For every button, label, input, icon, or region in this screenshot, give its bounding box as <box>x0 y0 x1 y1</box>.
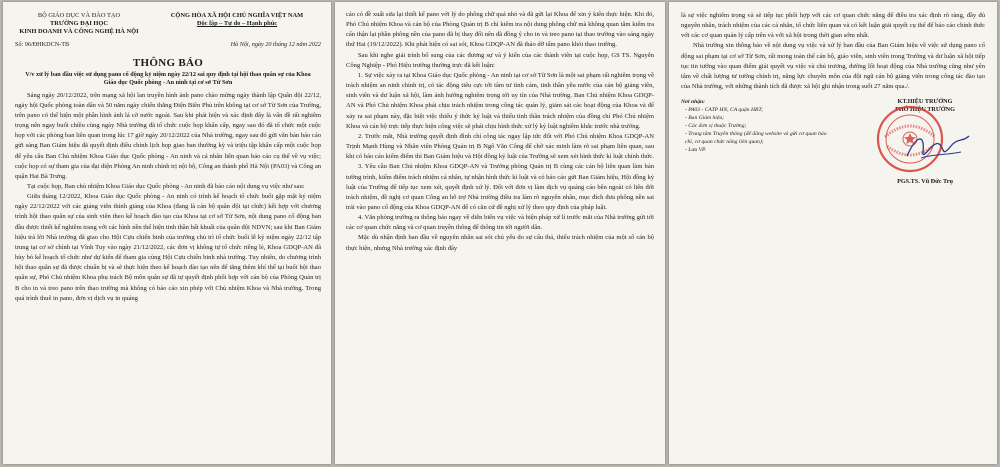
issue-date: Hà Nội, ngày 20 tháng 12 năm 2022 <box>230 41 321 48</box>
document-header <box>15 12 321 36</box>
paragraph: Mặc dù nhận định ban đầu về nguyên nhân sai sót chủ yếu do sự cẩu thả, thiếu trách nhiệm của một số cán bộ thực hiện, nhưng Nhà trường xác định đây <box>346 234 654 252</box>
handwritten-signature <box>903 128 973 168</box>
conclusion-item-1: 1. Sự việc xảy ra tại Khoa Giáo dục Quốc phòng - An ninh tại cơ sở Từ Sơn là một sai phạm rất nghiêm trọng về trách nhiệm an ninh chính trị, có tác động tiêu cực tới tâm tư tình cảm, tinh thần yêu nước của cán bộ giảng viên, sinh viên và dư luận xã hội, làm ảnh hưởng nghiêm trọng tới uy tín của Nhà trường. Ban Chủ nhiệm Khoa GDQP-AN và Phó Chủ nhiệm Khoa phải chịu trách nhiệm trong công tác quản lý, giám sát các hoạt động của Khoa và để xảy ra sai phạm này, đặc biệt việc thiếu ý thức kỷ luật và thiếu tinh thần trách nhiệm của đồng chí Phó Chủ nhiệm Khoa và cán bộ trực tiếp thực hiện công việc sẽ phải chịu hình thức xử lý kỷ luật nghiêm khắc trước nhà trường. <box>346 71 654 130</box>
paragraph: Giữa tháng 12/2022, Khoa Giáo dục Quốc phòng - An ninh có trình kế hoạch tổ chức buổi gặp mặt kỷ niệm ngày 22/12/2022 với các giảng viên thỉnh giảng của Khoa (đang là cán bộ quân đội tại chức) kết hợp với chương trình hội thao quân sự của sinh viên theo kế hoạch đào tạo của Khoa tại cơ sở Từ Sơn, nội dung pano cổ động ban đầu được thiết kế nghiêm trang với các hình nền thể hiện tinh thần bất khuất của quân đội NDVN; sau khi Ban Giám hiệu trả lời Nhà trường đã giao cho Hội Cựu chiến binh của trường chủ trì tổ chức buổi lễ kỷ niệm ngày 22/12 tập trung tại cơ sở chính tại Vĩnh Tuy vào ngày 21/12/2022, các đơn vị không tự tổ chức riêng lẻ, Khoa GDQP-AN đã hủy bỏ kế hoạch tổ chức như dự kiến để tham gia cùng Hội Cựu chiến binh nhà trường. Tuy nhiên, do chương trình hội thao quân sự đã được chuẩn bị và sẽ thực hiện theo kế hoạch đào tạo nên để tăng thêm khí thế tại buổi hội thao quân sự, Phó Chủ nhiệm Khoa phụ trách Bộ môn quân sự đã tự quyết định phối hợp với cán bộ của Phòng Quản trị B cho in và treo pano trên thao trường mà không có báo cáo xin phép với Chủ nhiệm Khoa và Nhà trường. Trong quá trình thuê in pano, đơn vị dịch vụ in quảng <box>15 193 321 302</box>
paragraph: Tại cuộc họp, Ban chủ nhiệm Khoa Giáo dục Quốc phòng - An ninh đã báo cáo nội dung vụ việc như sau: <box>27 183 305 190</box>
national-header <box>153 12 321 36</box>
conclusion-item-4: 4. Văn phòng trường ra thông báo ngay về diễn biến vụ việc và biện pháp xử lí trước mắt của Nhà trường gửi tới các cơ quan chức năng và cơ quan truyền thông để thông tin tới người dân. <box>346 214 654 232</box>
reference-number: Số: 96/ĐHKDCN-TB <box>15 41 70 48</box>
document-page-1 <box>3 2 331 464</box>
republic-name: CỘNG HÒA XÃ HỘI CHỦ NGHĨA VIỆT NAM <box>170 12 304 19</box>
paragraph: Sáng ngày 20/12/2022, trên mạng xã hội lan truyền hình ảnh pano chào mừng ngày thành lập Quân đội 22/12, ngày hội Quốc phòng toàn dân và 50 năm ngày chiến thắng Điện Biên Phủ trên không tại cơ sở Từ Sơn của Trường, trên pano có thể hiện một phần hình ảnh lá cờ nước ngoài. Sau khi phát hiện và xác định đây là vấn đề rất nghiêm trọng nên ngay buổi chiều cùng ngày Nhà trường đã tổ chức cuộc họp khẩn cấp, ngay sau đó đã tổ chức một cuộc họp với các phòng ban liên quan trong lúc 17 giờ ngày 20/12/2022 của Nhà trường, ngay sau đó gửi văn bản báo cáo gửi sáng Ban Giám hiệu đã quyết định điều chỉnh lịch họp giao ban thường kỳ và triệu tập khẩn cấp một cuộc họp để yêu cầu Ban Chủ nhiệm Khoa Giáo dục Quốc phòng - An ninh và cá nhân liên quan báo cáo cụ thể về vụ việc; cuộc họp có sự tham gia của đại diện Phòng An ninh chính trị nội bộ, Công an thành phố Hà Nội (PA03) và Công an quận Hai Bà Trưng. <box>15 91 321 180</box>
paragraph: cáo có đề xuất sửa lại thiết kế pano với lý do phông chữ quá nhỏ và đã gửi lại Khoa để xin ý kiến thực hiện. Khi đó, Phó Chủ nhiệm Khoa và cán bộ của Phòng Quản trị B chỉ kiểm tra nội dung phông chữ mà không quan tâm kiểm tra cẩn thận lại phần phông nền của pano đã bị thay đổi nên đã đồng ý cho in và treo pano tại thao trường vào sáng ngày thứ Hai (19/12/2022). Khi phát hiện có sai sót, Khoa GDQP-AN đã tháo dỡ tấm pano khỏi thao trường. <box>346 11 654 49</box>
paragraph: Nhà trường xin thông báo về nội dung vụ việc và xử lý ban đầu của Ban Giám hiệu về việc sử dụng pano cổ động sai phạm tại cơ sở Từ Sơn, rất mong toàn thể cán bộ, giáo viên, sinh viên trong Trường và dư luận xã hội tiếp tục tin tưởng vào quan điểm giải quyết vụ việc và chủ trương, đường lối hoạt động của Nhà trường cũng như yên tâm về chất lượng tư tưởng chính trị, năng lực chuyên môn của đội ngũ cán bộ giảng viên trong công tác đào tạo của Nhà trường, với những thành tích đã được xã hội ghi nhận trong suốt 27 năm qua./. <box>681 42 985 91</box>
reference-line <box>15 41 321 48</box>
school-name-line1: TRƯỜNG ĐẠI HỌC <box>50 20 108 27</box>
document-page-2 <box>335 2 665 464</box>
recipient-item: - Lưu VP. <box>685 147 707 154</box>
recipients-list <box>681 98 831 208</box>
conclusion-item-2: 2. Trước mắt, Nhà trường quyết định đình chỉ công tác ngay lập tức đối với Phó Chủ nhiệm Khoa GDQP-AN Trịnh Mạnh Hùng và Nhân viên Phòng Quản trị B Ngô Văn Công để chờ xác minh làm rõ sai phạm liên quan, sau khi có báo cáo kiểm điểm thì Ban Giám hiệu và Hội đồng kỷ luật của Trường sẽ xem xét hình thức kỉ luật chính thức. <box>346 132 654 161</box>
national-motto: Độc lập – Tự do – Hạnh phúc <box>196 20 278 27</box>
document-page-3 <box>669 2 997 464</box>
signer-name: PGS.TS. Vũ Đức Trụ <box>897 178 953 186</box>
signer-role-1: KT.HIỆU TRƯỞNG <box>897 98 953 106</box>
paragraph: là sự việc nghiêm trọng và sẽ tiếp tục phối hợp với các cơ quan chức năng để điều tra xác định rõ ràng, đầy đủ nguyên nhân, trách nhiệm của các cá nhân, tổ chức liên quan và có kết luận giải quyết cụ thể để báo cáo chính thức với các cơ quan quản lý cấp trên và với xã hội trong thời gian sớm nhất. <box>681 12 985 40</box>
recipient-item: - Trung tâm Truyền thông (để đăng website và gửi cơ quan báo chí, cơ quan chức năng liên quan); <box>685 131 827 146</box>
recipient-item: - PA03 - CATP HN, CA quận HBT; <box>685 107 764 114</box>
document-title: THÔNG BÁO <box>132 57 204 69</box>
ministry-name: BỘ GIÁO DỤC VÀ ĐÀO TẠO <box>37 12 121 19</box>
signer-block <box>865 98 985 208</box>
recipient-item: - Ban Giám hiệu; <box>685 115 724 122</box>
issuer-block <box>15 12 143 36</box>
recipients-heading: Nơi nhận: <box>681 99 705 106</box>
school-name-line2: KINH DOANH VÀ CÔNG NGHỆ HÀ NỘI <box>19 28 139 35</box>
recipient-item: - Các đơn vị thuộc Trường; <box>685 123 747 130</box>
signer-role-2: PHÓ HIỆU TRƯỞNG <box>895 106 955 114</box>
signature-section <box>681 98 985 208</box>
paragraph: Sau khi nghe giải trình bổ sung của các đương sự và ý kiến của các thành viên tại cuộc họp, GS TS. Nguyễn Công Nghiệp - Phó Hiệu trưởng thường trực đã kết luận: <box>346 51 654 69</box>
conclusion-item-3: 3. Yêu cầu Ban Chủ nhiệm Khoa GDQP-AN và Trưởng phòng Quản trị B cùng các cán bộ liên quan làm bản tường trình, kiểm điểm trách nhiệm cá nhân, tự nhận hình thức kỉ luật và có báo cáo gửi Ban Giám hiệu, Hội đồng kỷ luật của Trường để tiếp tục xem xét, quyết định xử lý. Đối với đơn vị làm dịch vụ quảng cáo bên ngoài có liên đới trách nhiệm, đề nghị cơ quan Công an hỗ trợ Nhà trường điều tra làm rõ nguyên nhân, mục đích đưa phông nền sai trái vào pano cổ động của Khoa GDQP-AN để có căn cứ đề nghị xử lý theo quy định của pháp luật. <box>346 163 654 211</box>
document-subject: V/v xử lý ban đầu việc sử dụng pano cổ động kỷ niệm ngày 22/12 sai quy định tại hội thao quân sự của Khoa Giáo dục Quốc phòng - An ninh tại cơ sở Từ Sơn <box>25 71 311 86</box>
